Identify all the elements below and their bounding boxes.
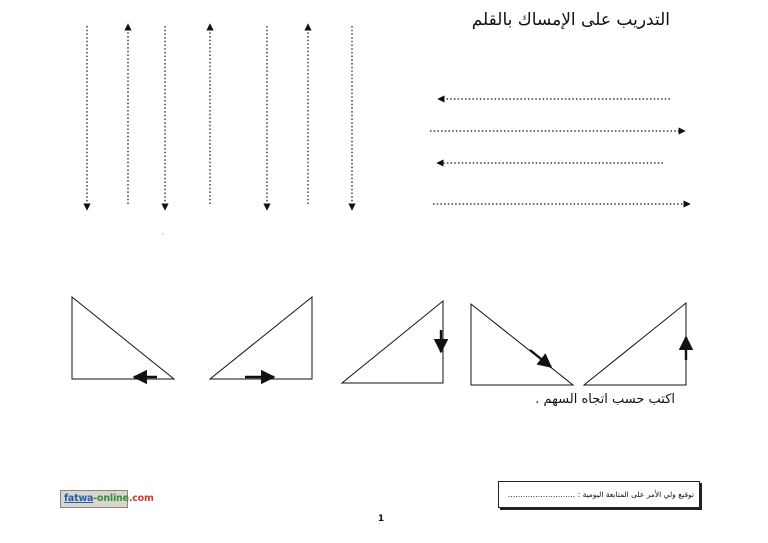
instruction-text: اكتب حسب اتجاه السهم . xyxy=(535,392,675,407)
triangle-3 xyxy=(342,301,443,383)
triangle-4 xyxy=(471,304,573,385)
scan-speck xyxy=(162,233,163,234)
logo-part-2: -online xyxy=(93,493,129,504)
site-logo xyxy=(60,490,154,508)
triangle-5 xyxy=(584,303,686,385)
vertical-tracing-lines xyxy=(87,24,352,210)
worksheet-title: التدريب على الإمساك بالقلم xyxy=(471,10,670,30)
logo-part-3: .com xyxy=(128,493,154,504)
signature-label: توقيع ولي الأمر على المتابعة اليومية : xyxy=(577,490,694,499)
signature-dots: ……………………… xyxy=(507,490,576,499)
triangle-1 xyxy=(72,297,174,379)
logo-part-1: fatwa xyxy=(64,493,94,504)
page-number: 1 xyxy=(377,514,385,524)
arrow-diagonal-1 xyxy=(530,350,551,367)
horizontal-tracing-lines xyxy=(430,99,690,204)
triangle-2 xyxy=(210,297,312,379)
parent-signature-box xyxy=(498,481,700,508)
